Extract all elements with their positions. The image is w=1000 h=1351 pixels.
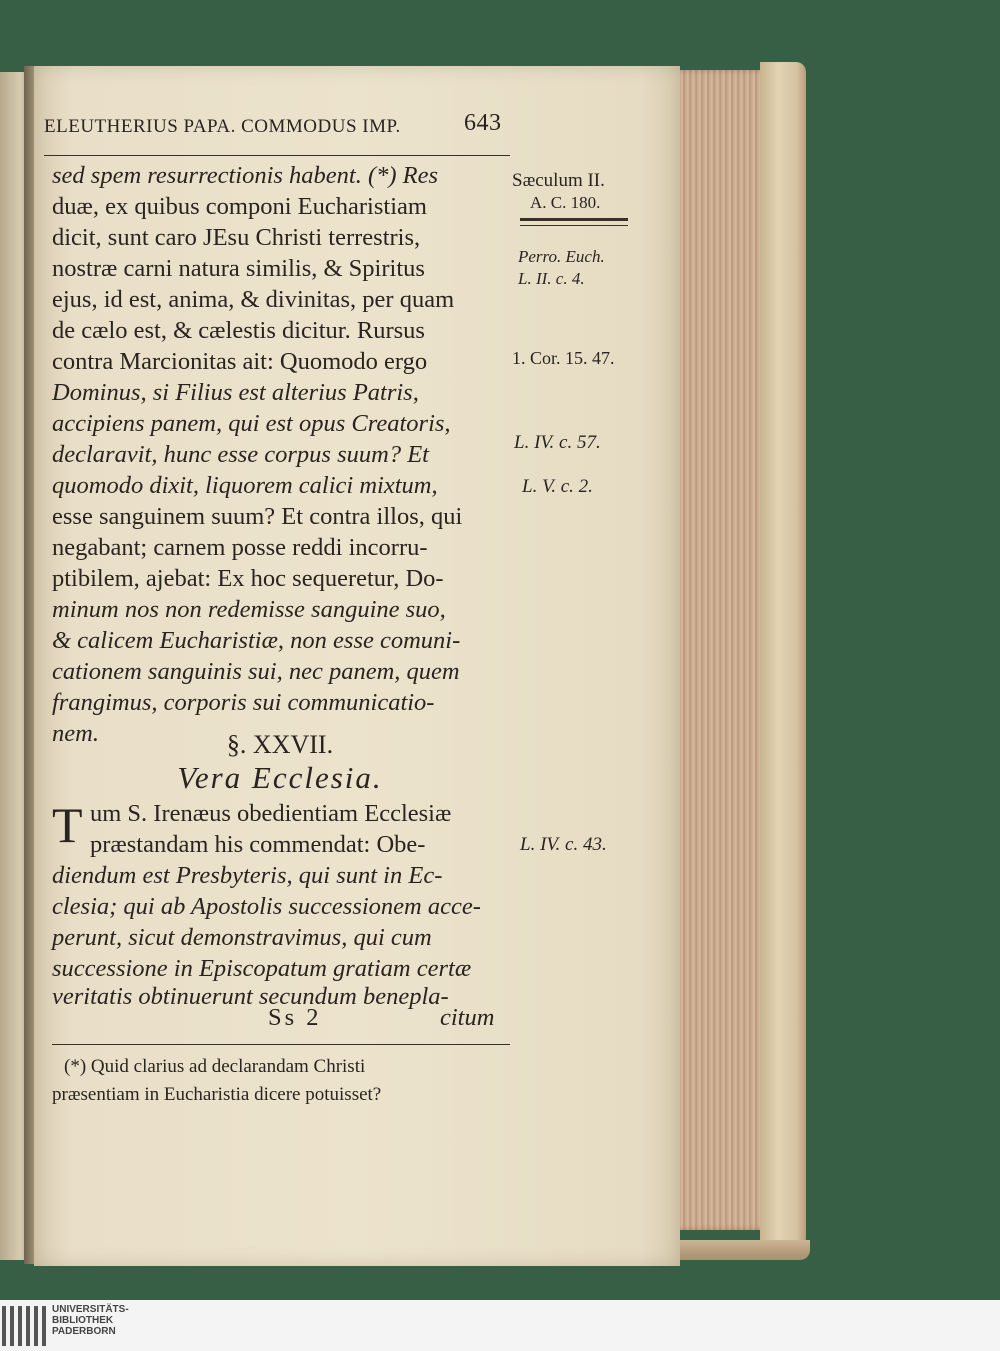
book-cover-edge (760, 62, 806, 1248)
section-line: veritatis obtinuerunt secundum benepla- (52, 983, 449, 1010)
header-rule (44, 155, 510, 156)
body-line: Dominus, si Filius est alterius Patris, (52, 379, 419, 406)
body-line: ejus, id est, anima, & divinitas, per quam (52, 286, 455, 313)
body-line: dicit, sunt caro JEsu Christi terrestris, (52, 224, 421, 251)
body-line: cationem sanguinis sui, nec panem, quem (52, 658, 460, 685)
section-line: successione in Episcopatum gratiam certæ (52, 955, 472, 982)
drop-capital: T (52, 797, 83, 853)
library-name-line: UNIVERSITÄTS- (52, 1304, 129, 1315)
body-line: contra Marcionitas ait: Quomodo ergo (52, 348, 428, 375)
body-line: minum nos non redemisse sanguine suo, (52, 596, 446, 623)
body-line: negabant; carnem posse reddi incorru- (52, 534, 428, 561)
body-line: nostræ carni natura similis, & Spiritus (52, 255, 425, 282)
body-line: esse sanguinem suum? Et contra illos, qui (52, 503, 463, 530)
footnote-line: (*) Quid clarius ad declarandam Christi (64, 1056, 366, 1077)
margin-note-saeculum: Sæculum II. (512, 170, 605, 191)
margin-note-year: A. C. 180. (530, 193, 601, 212)
section-number: §. XXVII. (226, 730, 334, 759)
margin-note-l5c2: L. V. c. 2. (522, 476, 593, 497)
body-line: quomodo dixit, liquorem calici mixtum, (52, 472, 438, 499)
page-edges (680, 70, 770, 1230)
signature-mark: Ss 2 (268, 1004, 322, 1031)
body-line: de cælo est, & cælestis dicitur. Rursus (52, 317, 425, 344)
margin-rule (520, 225, 628, 226)
library-footer (0, 1300, 1000, 1351)
body-line: nem. (52, 720, 99, 747)
running-header (44, 110, 502, 138)
margin-note-cor: 1. Cor. 15. 47. (512, 348, 615, 368)
margin-note-perro-ref: L. II. c. 4. (518, 269, 585, 288)
library-name-line: BIBLIOTHEK (52, 1315, 114, 1326)
library-name-line: PADERBORN (52, 1326, 116, 1337)
footnote-rule (52, 1044, 510, 1045)
section-line: perunt, sicut demonstravimus, qui cum (52, 924, 432, 951)
margin-note-l4c57: L. IV. c. 57. (514, 432, 601, 453)
section-line: um S. Irenæus obedientiam Ecclesiæ (90, 800, 452, 827)
page-number: 643 (464, 110, 502, 136)
body-line: frangimus, corporis sui communicatio- (52, 689, 435, 716)
body-line: duæ, ex quibus componi Eucharistiam (52, 193, 427, 220)
body-line: sed spem resurrectionis habent. (*) Res (52, 162, 439, 189)
catchword: citum (440, 1004, 495, 1031)
body-line: accipiens panem, qui est opus Creatoris, (52, 410, 451, 437)
library-logo-icon (0, 1306, 46, 1346)
margin-note-perro: Perro. Euch. (518, 247, 605, 266)
margin-rule (520, 218, 628, 221)
section-line: præstandam his commendat: Obe- (90, 831, 426, 858)
section-line: clesia; qui ab Apostolis successionem acce- (52, 893, 481, 920)
margin-note-l4c43: L. IV. c. 43. (520, 834, 607, 855)
footnote-line: præsentiam in Eucharistia dicere potuisset? (52, 1084, 382, 1105)
section-title: Vera Ecclesia. (177, 760, 383, 795)
body-line: ptibilem, ajebat: Ex hoc sequeretur, Do- (52, 565, 444, 592)
body-line: declaravit, hunc esse corpus suum? Et (52, 441, 429, 468)
running-title: ELEUTHERIUS PAPA. COMMODUS IMP. (44, 116, 401, 137)
body-line: & calicem Eucharistiæ, non esse comuni- (52, 627, 461, 654)
section-line: diendum est Presbyteris, qui sunt in Ec- (52, 862, 443, 889)
